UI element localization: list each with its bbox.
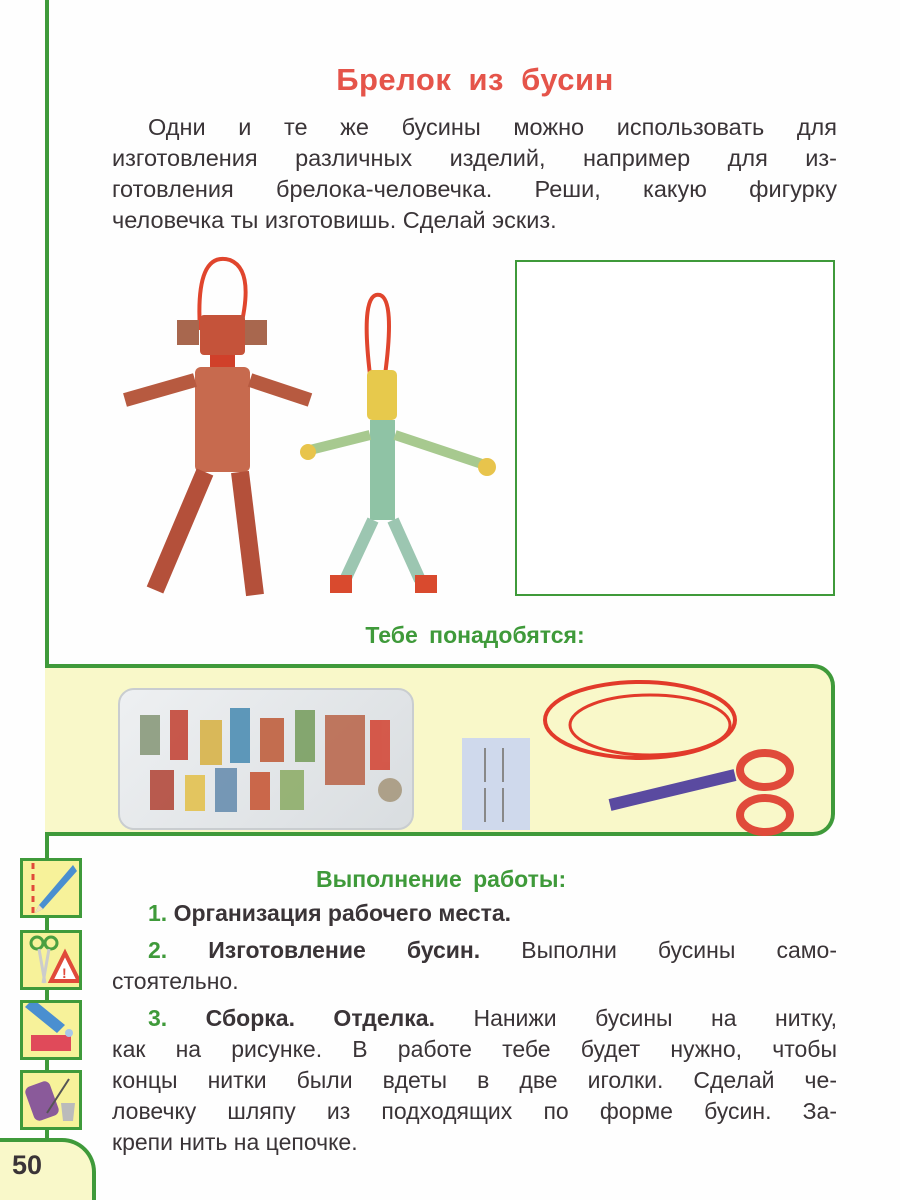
step-3 [112, 1003, 837, 1158]
intro-line: изготовления различных изделий, например для из- [112, 145, 837, 171]
pencil-marking-icon [20, 858, 82, 918]
needles-on-felt-photo [462, 738, 530, 830]
step-2 [112, 935, 837, 997]
intro-line: человечка ты изготовишь. Сделай эскиз. [112, 207, 557, 233]
step-text: Выполни бусины само- [521, 937, 837, 963]
step-number: 2. [148, 937, 168, 963]
step-1 [112, 898, 837, 929]
glue-icon [20, 1000, 82, 1060]
step-text: как на рисунке. В работе тебе будет нужно, чтобы [112, 1036, 837, 1062]
sketch-box[interactable] [515, 260, 835, 596]
thread-spool-icon [20, 1070, 82, 1130]
beads-tray-photo [118, 688, 414, 830]
step-title: Изготовление бусин. [208, 937, 481, 963]
page-title: Брелок из бусин [336, 62, 614, 97]
step-text: стоятельно. [112, 968, 239, 994]
step-title: Организация рабочего места. [173, 900, 512, 926]
intro-paragraph [112, 112, 837, 236]
step-number: 1. [148, 900, 168, 926]
intro-line: готовления брелока-человечка. Реши, какую фигурку [112, 176, 837, 202]
svg-text:!: ! [62, 965, 67, 981]
page-number: 50 [12, 1150, 43, 1180]
steps-list [112, 898, 837, 1158]
scissors-warning-icon [20, 930, 82, 990]
step-number: 3. [148, 1005, 168, 1031]
materials-heading: Тебе понадобятся: [365, 622, 585, 648]
step-text: Нанижи бусины на нитку, [473, 1005, 838, 1031]
bead-figures-photo [105, 250, 505, 610]
step-text: концы нитки были вдеты в две иголки. Сделай че- [112, 1067, 837, 1093]
work-heading: Выполнение работы: [316, 866, 567, 892]
step-text: крепи нить на цепочке. [112, 1129, 358, 1155]
step-title: Сборка. Отделка. [205, 1005, 435, 1031]
intro-line: Одни и те же бусины можно использовать для [148, 114, 837, 140]
step-text: ловечку шляпу из подходящих по форме бусин. За- [112, 1098, 837, 1124]
thread-and-scissors-photo [540, 675, 810, 840]
